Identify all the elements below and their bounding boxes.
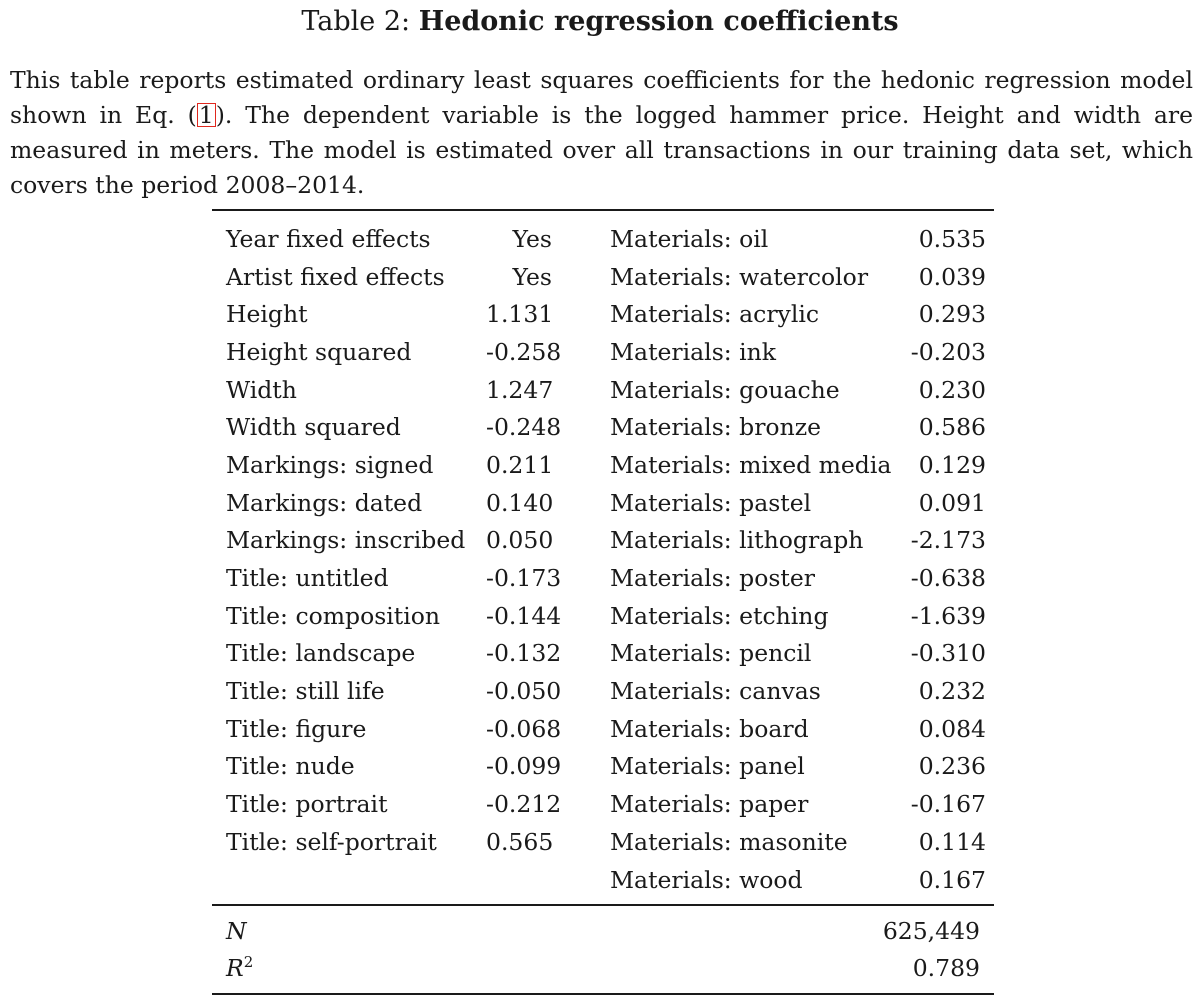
left-row-value: -0.050 — [486, 677, 562, 706]
table-bottom-rule — [212, 993, 994, 995]
right-row-value: -0.203 — [910, 337, 986, 366]
left-row-value: 0.050 — [486, 526, 554, 555]
left-row-value: -0.132 — [486, 639, 562, 668]
right-row-value: -1.639 — [910, 601, 986, 630]
right-row-value: 0.167 — [918, 865, 986, 894]
left-row-label: Title: portrait — [226, 790, 388, 819]
right-row-label: Materials: lithograph — [610, 526, 864, 555]
left-row-label: Height — [226, 300, 308, 329]
right-row-label: Materials: etching — [610, 601, 829, 630]
right-row-value: 0.293 — [918, 300, 986, 329]
left-row-value: -0.068 — [486, 714, 562, 743]
left-row-value: 0.211 — [486, 450, 554, 479]
stat-row-n — [212, 913, 994, 949]
left-row-label: Width squared — [226, 413, 401, 442]
left-row-label: Title: nude — [226, 752, 355, 781]
description-text-after: ). The dependent variable is the logged hammer price. Height and width are measured in meters. The model is estimated over all transactions in our training data set, which covers the period 2008–2014. — [10, 101, 1193, 199]
right-row-value: 0.586 — [918, 413, 986, 442]
right-row-label: Materials: bronze — [610, 413, 821, 442]
r2-label-base: R — [226, 954, 244, 982]
left-row-value: -0.099 — [486, 752, 562, 781]
right-row-value: 0.236 — [918, 752, 986, 781]
left-row-label: Markings: signed — [226, 450, 434, 479]
coefficient-table — [212, 220, 994, 898]
right-row-label: Materials: pastel — [610, 488, 812, 517]
left-row-label: Markings: inscribed — [226, 526, 466, 555]
right-row-label: Materials: mixed media — [610, 450, 892, 479]
r2-value: 0.789 — [912, 954, 980, 982]
left-row-value: Yes — [512, 262, 552, 291]
table-description — [10, 63, 1193, 203]
right-row-label: Materials: wood — [610, 865, 803, 894]
right-row-label: Materials: oil — [610, 224, 769, 253]
r2-label-sup: 2 — [243, 953, 254, 972]
right-row-value: -0.310 — [910, 639, 986, 668]
left-row-value: 1.247 — [486, 375, 554, 404]
right-row-label: Materials: panel — [610, 752, 805, 781]
left-row-value: -0.248 — [486, 413, 562, 442]
table-top-rule — [212, 209, 994, 211]
left-row-value: 0.565 — [486, 827, 554, 856]
left-row-label: Year fixed effects — [226, 224, 431, 253]
left-row-label: Title: figure — [226, 714, 367, 743]
right-row-value: 0.129 — [918, 450, 986, 479]
left-row-value: 1.131 — [486, 300, 554, 329]
description-text-before: This table reports estimated ordinary least squares coefficients for the hedonic regression model shown in Eq. ( — [10, 66, 1193, 129]
right-row-label: Materials: ink — [610, 337, 777, 366]
left-row-label: Markings: dated — [226, 488, 423, 517]
table-mid-rule — [212, 904, 994, 906]
left-row-value: Yes — [512, 224, 552, 253]
right-row-value: 0.039 — [918, 262, 986, 291]
r2-label — [226, 950, 253, 986]
right-row-value: 0.091 — [918, 488, 986, 517]
right-row-value: 0.084 — [918, 714, 986, 743]
n-label: N — [226, 917, 247, 945]
table-label: Table 2: — [301, 6, 411, 37]
n-value: 625,449 — [882, 917, 980, 945]
equation-reference-link[interactable]: 1 — [198, 101, 214, 129]
right-row-value: -2.173 — [910, 526, 986, 555]
right-row-label: Materials: paper — [610, 790, 809, 819]
left-row-label: Title: landscape — [226, 639, 416, 668]
table-caption-title — [0, 2, 1200, 42]
left-row-value: -0.212 — [486, 790, 562, 819]
left-row-value: -0.144 — [486, 601, 562, 630]
right-row-value: -0.167 — [910, 790, 986, 819]
right-row-label: Materials: masonite — [610, 827, 848, 856]
left-row-value: 0.140 — [486, 488, 554, 517]
left-row-label: Width — [226, 375, 297, 404]
table-title: Hedonic regression coefficients — [418, 6, 899, 37]
right-row-value: 0.232 — [918, 677, 986, 706]
left-row-value: -0.173 — [486, 564, 562, 593]
right-row-label: Materials: board — [610, 714, 809, 743]
left-row-label: Title: untitled — [226, 564, 389, 593]
left-row-label: Artist fixed effects — [226, 262, 445, 291]
left-row-label: Height squared — [226, 337, 412, 366]
right-row-value: 0.114 — [918, 827, 986, 856]
left-row-label: Title: self-portrait — [226, 827, 437, 856]
left-row-label: Title: still life — [226, 677, 385, 706]
right-row-value: -0.638 — [910, 564, 986, 593]
right-row-value: 0.535 — [918, 224, 986, 253]
right-row-label: Materials: pencil — [610, 639, 812, 668]
right-row-label: Materials: poster — [610, 564, 815, 593]
right-row-label: Materials: canvas — [610, 677, 821, 706]
right-row-label: Materials: acrylic — [610, 300, 820, 329]
stat-row-r2 — [212, 950, 994, 986]
right-row-value: 0.230 — [918, 375, 986, 404]
right-row-label: Materials: watercolor — [610, 262, 869, 291]
left-row-label: Title: composition — [226, 601, 441, 630]
right-row-label: Materials: gouache — [610, 375, 840, 404]
left-row-value: -0.258 — [486, 337, 562, 366]
